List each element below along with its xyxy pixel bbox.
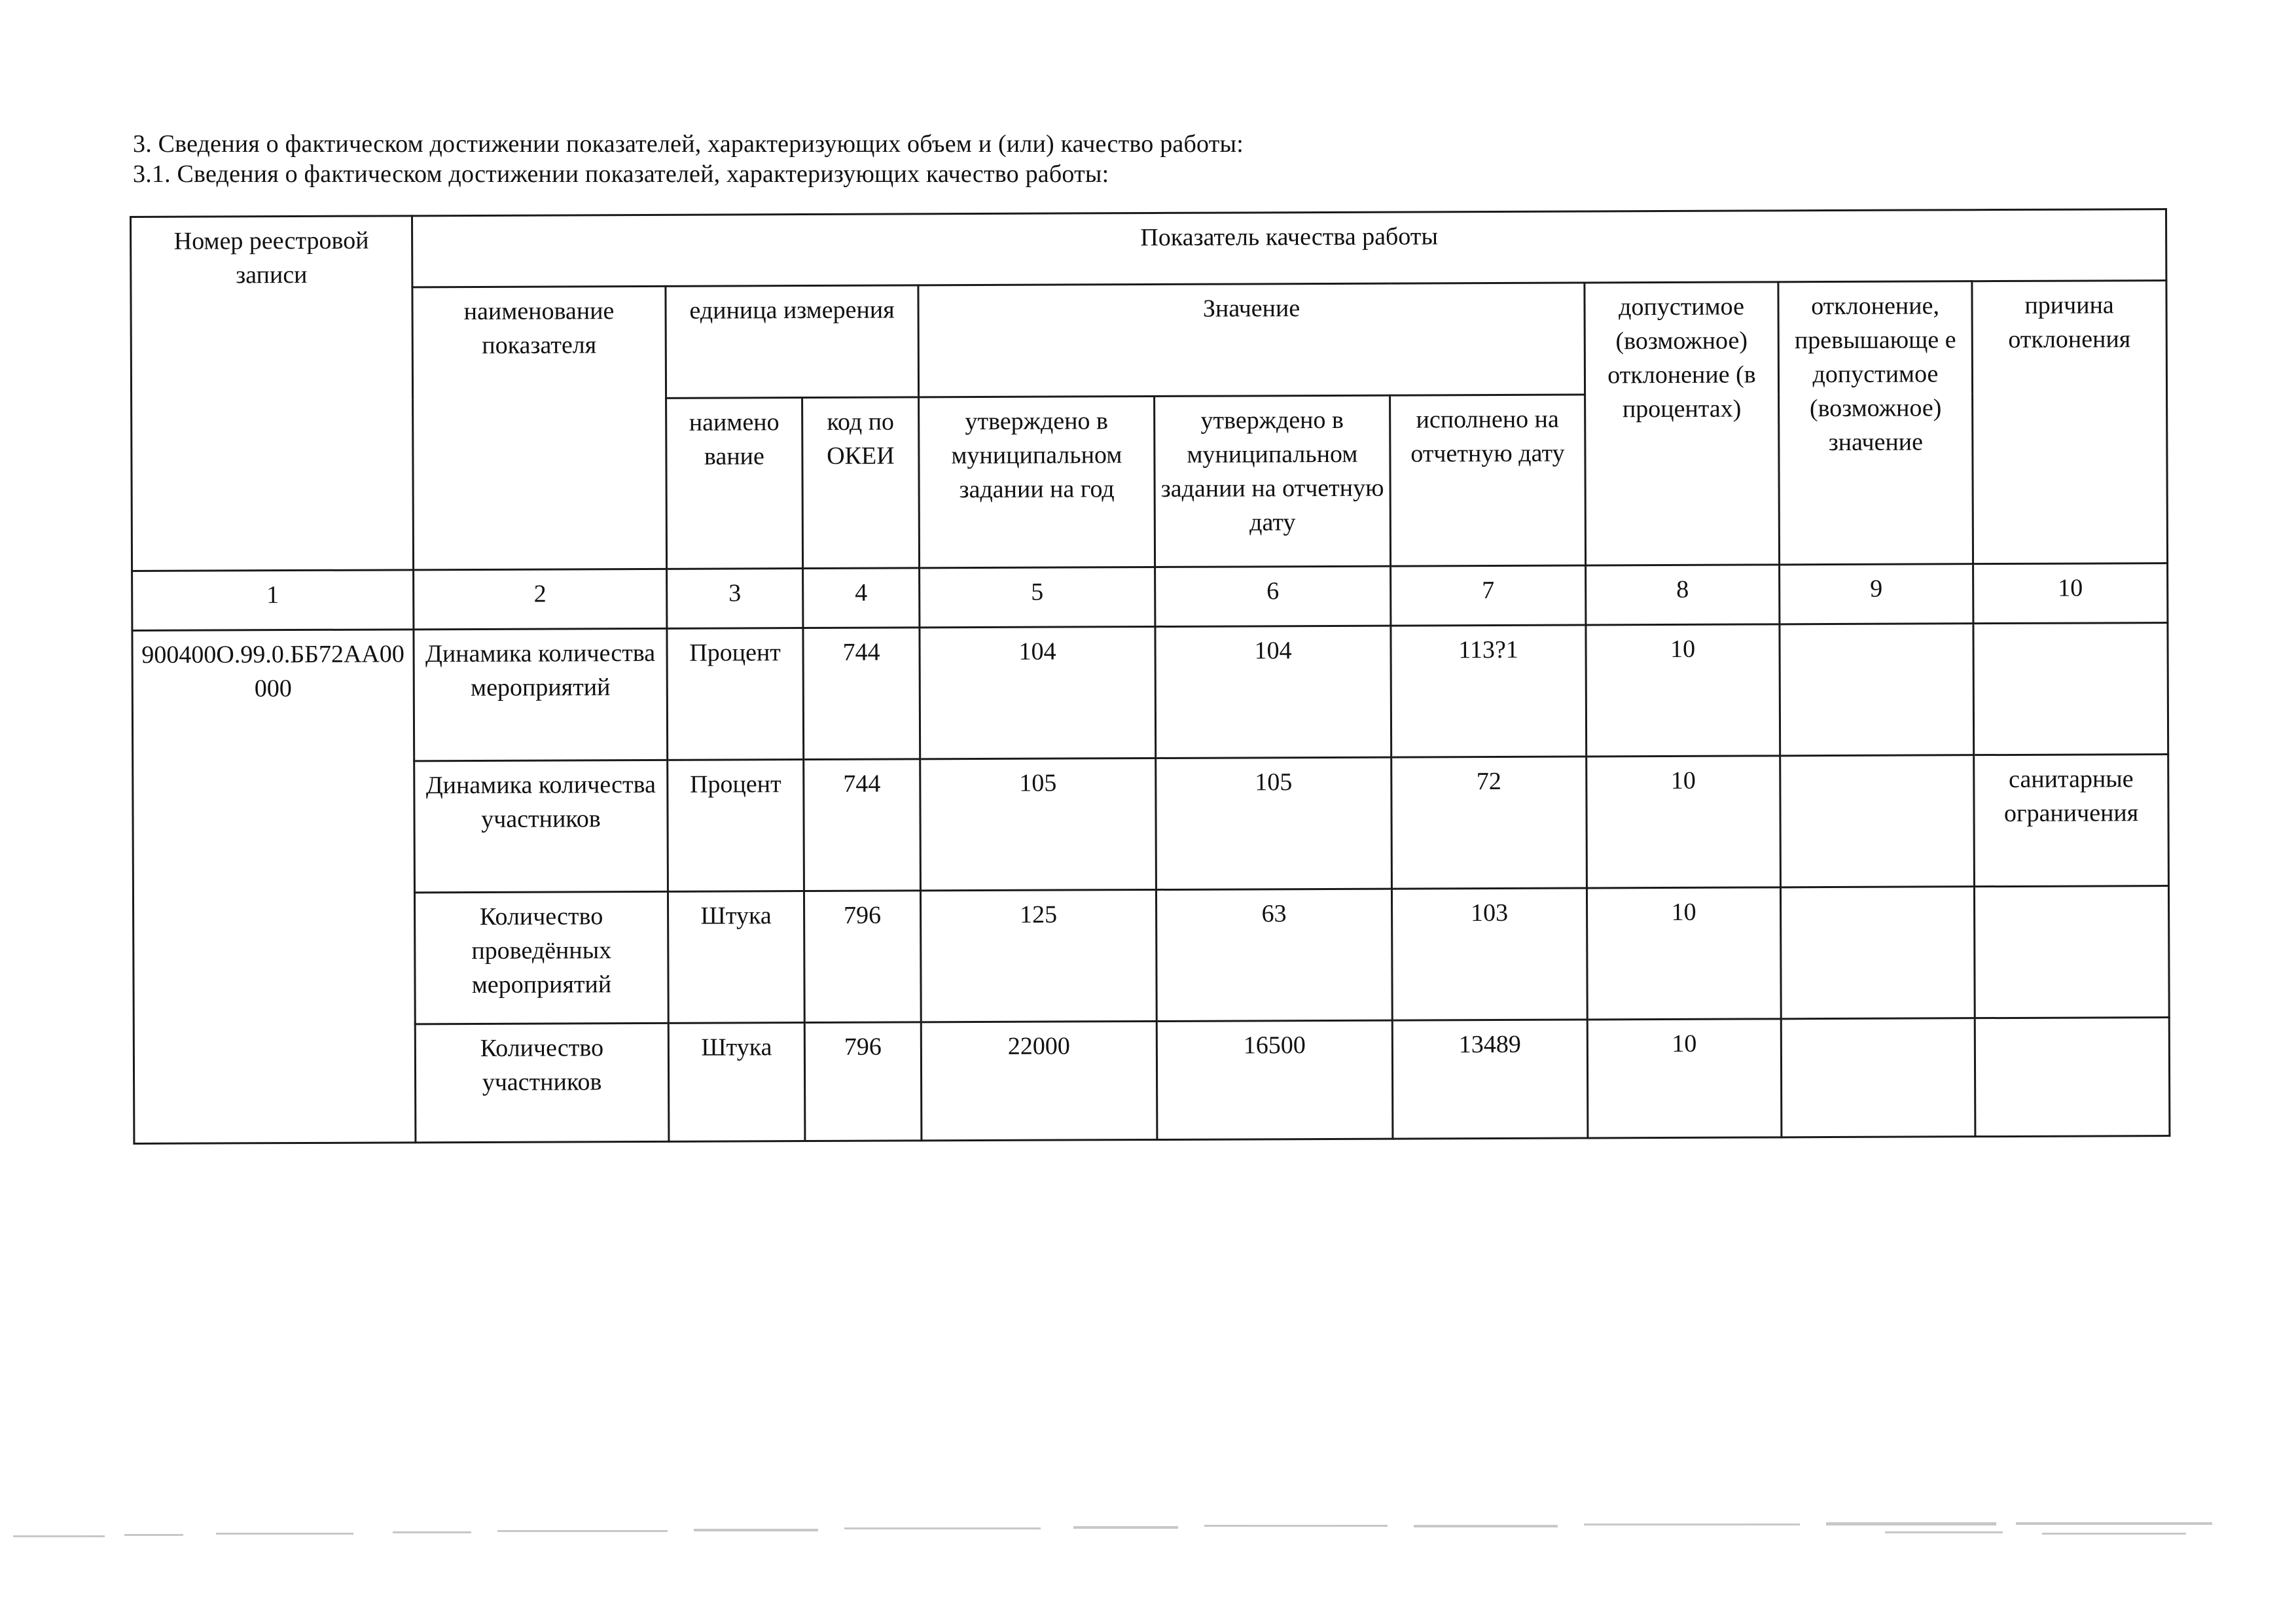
approved-date-cell: 63 xyxy=(1156,889,1392,1021)
deviation-exceeding-cell xyxy=(1780,624,1974,756)
column-number: 1 xyxy=(132,570,414,631)
unit-cell: Штука xyxy=(668,891,804,1024)
deviation-exceeding-cell xyxy=(1780,887,1975,1019)
column-number: 9 xyxy=(1780,564,1973,624)
deviation-reason-cell xyxy=(1974,886,2169,1018)
approved-date-cell: 16500 xyxy=(1157,1020,1393,1139)
executed-cell: 13489 xyxy=(1392,1020,1588,1139)
quality-indicator-header: Показатель качества работы xyxy=(412,209,2166,287)
column-number: 4 xyxy=(803,568,920,628)
unit-name-header: наимено вание xyxy=(666,398,803,569)
indicator-name-header: наименование показателя xyxy=(412,286,667,569)
allowed-deviation-cell: 10 xyxy=(1587,756,1781,888)
allowed-deviation-header: допустимое (возможное) отклонение (в процентах) xyxy=(1585,282,1780,565)
unit-cell: Штука xyxy=(668,1023,805,1142)
okei-cell: 744 xyxy=(803,628,920,760)
deviation-reason-header: причина отклонения xyxy=(1972,281,2168,564)
executed-header: исполнено на отчетную дату xyxy=(1390,395,1586,566)
executed-cell: 113?1 xyxy=(1391,625,1587,757)
quality-indicators-table xyxy=(130,208,2171,1145)
okei-cell: 744 xyxy=(804,759,921,891)
value-header: Значение xyxy=(918,283,1585,397)
indicator-cell: Динамика количества участников xyxy=(414,760,668,892)
indicator-cell: Количество участников xyxy=(415,1023,669,1142)
executed-cell: 72 xyxy=(1391,757,1587,889)
indicator-cell: Количество проведённых мероприятий xyxy=(414,891,668,1024)
approved-year-cell: 105 xyxy=(920,758,1157,890)
approved-date-cell: 105 xyxy=(1156,757,1392,889)
registry-number-cell: 900400О.99.0.ББ72АА00000 xyxy=(132,630,416,1144)
unit-header: единица измерения xyxy=(666,285,919,398)
registry-number-header: Номер реестровой записи xyxy=(131,216,414,571)
approved-year-cell: 22000 xyxy=(921,1021,1157,1140)
deviation-exceeding-header: отклонение, превышающе е допустимое (возможное) значение xyxy=(1778,281,1973,565)
deviation-reason-cell: санитарные ограничения xyxy=(1974,755,2169,887)
approved-date-header: утверждено в муниципальном задании на отчетную дату xyxy=(1155,395,1391,567)
indicator-cell: Динамика количества мероприятий xyxy=(414,628,668,760)
section-3-heading: 3. Сведения о фактическом достижении показателей, характеризующих объем и (или) качество работы: xyxy=(133,130,1244,158)
column-number: 3 xyxy=(667,569,803,629)
column-number: 2 xyxy=(414,569,667,629)
approved-year-cell: 125 xyxy=(920,889,1157,1022)
deviation-reason-cell xyxy=(1975,1018,2170,1137)
executed-cell: 103 xyxy=(1391,888,1587,1020)
scan-noise-strip xyxy=(0,1505,2296,1564)
column-number: 10 xyxy=(1973,563,2168,624)
allowed-deviation-cell: 10 xyxy=(1587,887,1781,1020)
section-3-1-heading: 3.1. Сведения о фактическом достижении показателей, характеризующих качество работы: xyxy=(133,160,1109,188)
deviation-exceeding-cell xyxy=(1780,755,1975,887)
allowed-deviation-cell: 10 xyxy=(1587,1019,1782,1138)
unit-cell: Процент xyxy=(667,628,804,760)
deviation-exceeding-cell xyxy=(1781,1018,1975,1137)
okei-cell: 796 xyxy=(804,891,921,1023)
allowed-deviation-cell: 10 xyxy=(1586,624,1780,757)
column-number: 7 xyxy=(1391,565,1586,626)
okei-cell: 796 xyxy=(804,1022,922,1141)
okei-code-header: код по ОКЕИ xyxy=(802,397,920,569)
approved-year-header: утверждено в муниципальном задании на год xyxy=(919,396,1155,567)
deviation-reason-cell xyxy=(1973,623,2168,755)
approved-year-cell: 104 xyxy=(920,626,1156,758)
unit-cell: Процент xyxy=(668,760,804,892)
approved-date-cell: 104 xyxy=(1155,626,1391,758)
column-number: 5 xyxy=(920,567,1155,627)
column-number: 6 xyxy=(1155,566,1391,626)
column-number: 8 xyxy=(1586,565,1780,625)
